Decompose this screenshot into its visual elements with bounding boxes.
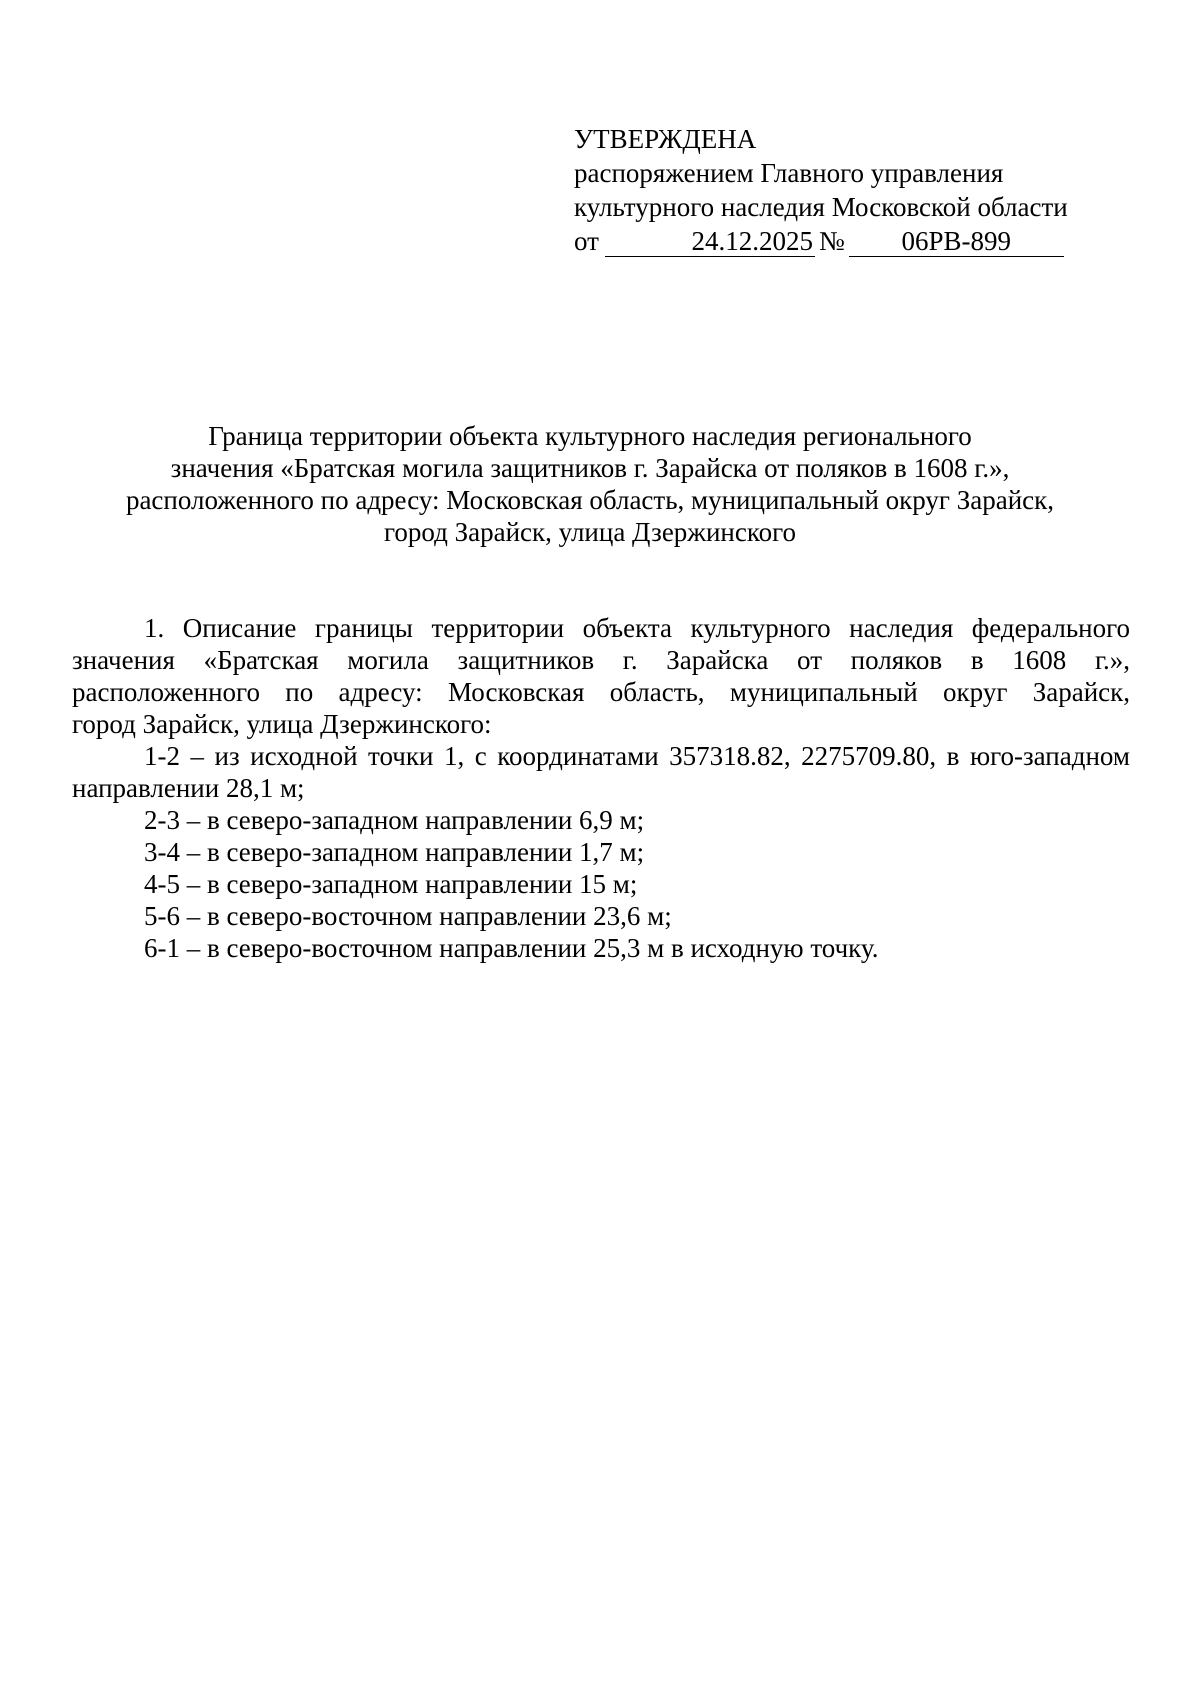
title-line-3: расположенного по адресу: Московская область, муниципальный округ Зарайск, [125,485,1055,515]
segment-2: 2-3 – в северо-западном направлении 6,9 м; [144,805,645,835]
approval-line-1: распоряжением Главного управления [574,158,1004,188]
from-label: от [574,226,599,256]
approval-number: 06РВ-899 [849,226,1064,257]
approval-heading: УТВЕРЖДЕНА [574,124,757,154]
approval-date: 24.12.2025 [605,226,815,257]
segment-6: 6-1 – в северо-восточном направлении 25,3 м в исходную точку. [144,933,879,963]
segment-1-line-1: 1-2 – из исходной точки 1, с координатами 357318.82, 2275709.80, в юго-западном [144,741,1130,771]
paragraph-1-line-2: значения «Братская могила защитников г. Зарайска от поляков в 1608 г.», [72,645,1130,675]
title-line-1: Граница территории объекта культурного наследия регионального [208,421,972,451]
approval-stamp [574,122,1134,258]
segment-3: 3-4 – в северо-западном направлении 1,7 м; [144,837,645,867]
title-line-4: город Зарайск, улица Дзержинского [383,517,796,547]
approval-line-2: культурного наследия Московской области [574,192,1068,222]
paragraph-1-line-1: 1. Описание границы территории объекта культурного наследия федерального [144,613,1130,643]
boundary-description [72,612,1130,964]
title-line-2: значения «Братская могила защитников г. Зарайска от поляков в 1608 г.», [170,453,1010,483]
segment-4: 4-5 – в северо-западном направлении 15 м; [144,869,638,899]
paragraph-1-line-4: город Зарайск, улица Дзержинского: [72,709,492,739]
segment-5: 5-6 – в северо-восточном направлении 23,6 м; [144,901,672,931]
paragraph-1-line-3: расположенного по адресу: Московская область, муниципальный округ Зарайск, [72,677,1130,707]
approval-date-number-row [574,224,1134,258]
number-sign: № [818,226,845,256]
segment-1-line-2: направлении 28,1 м; [72,773,305,803]
document-title [90,420,1090,548]
